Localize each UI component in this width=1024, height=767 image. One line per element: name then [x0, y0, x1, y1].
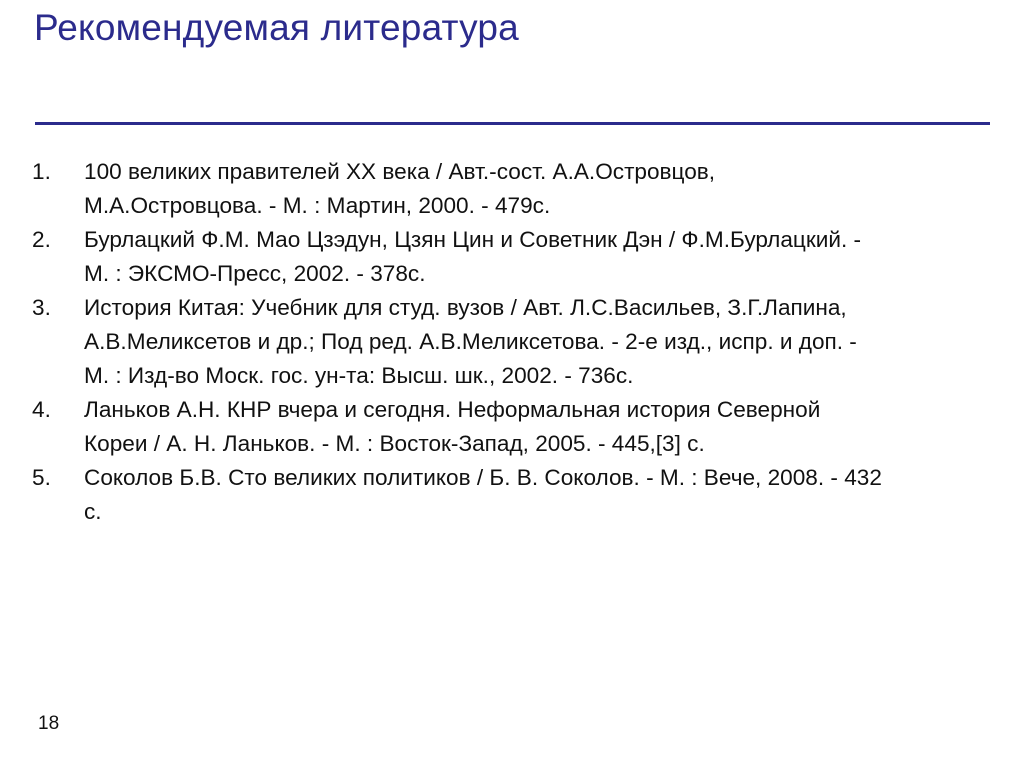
reference-item	[32, 155, 992, 223]
reference-number: 5.	[32, 465, 51, 490]
reference-number: 4.	[32, 397, 51, 422]
reference-item	[32, 223, 992, 291]
reference-text: Соколов Б.В. Сто великих политиков / Б. В. Соколов. - М. : Вече, 2008. - 432 с.	[84, 465, 882, 524]
title-underline	[35, 122, 990, 125]
reference-number: 2.	[32, 227, 51, 252]
slide-title: Рекомендуемая литература	[34, 7, 519, 48]
reference-text: История Китая: Учебник для студ. вузов / Авт. Л.С.Васильев, З.Г.Лапина, А.В.Меликсетов и др.; Под ред. А.В.Меликсетова. - 2-е изд., испр. и доп. - М. : Изд-во Моск. гос. ун-та: Высш. шк., 2002. - 736с.	[84, 295, 857, 388]
page-number: 18	[38, 713, 60, 734]
reference-text: Ланьков А.Н. КНР вчера и сегодня. Неформальная история Северной Кореи / А. Н. Ланьков. - М. : Восток-Запад, 2005. - 445,[3] с.	[84, 397, 821, 456]
reference-item	[32, 461, 992, 529]
reference-item	[32, 291, 992, 393]
reference-number: 1.	[32, 159, 51, 184]
reference-item	[32, 393, 992, 461]
reference-text: 100 великих правителей XX века / Авт.-сост. А.А.Островцов, М.А.Островцова. - М. : Мартин, 2000. - 479с.	[84, 159, 716, 218]
reference-list	[32, 155, 992, 529]
reference-number: 3.	[32, 295, 51, 320]
reference-text: Бурлацкий Ф.М. Мао Цзэдун, Цзян Цин и Советник Дэн / Ф.М.Бурлацкий. - М. : ЭКСМО-Пресс, 2002. - 378с.	[84, 227, 862, 286]
